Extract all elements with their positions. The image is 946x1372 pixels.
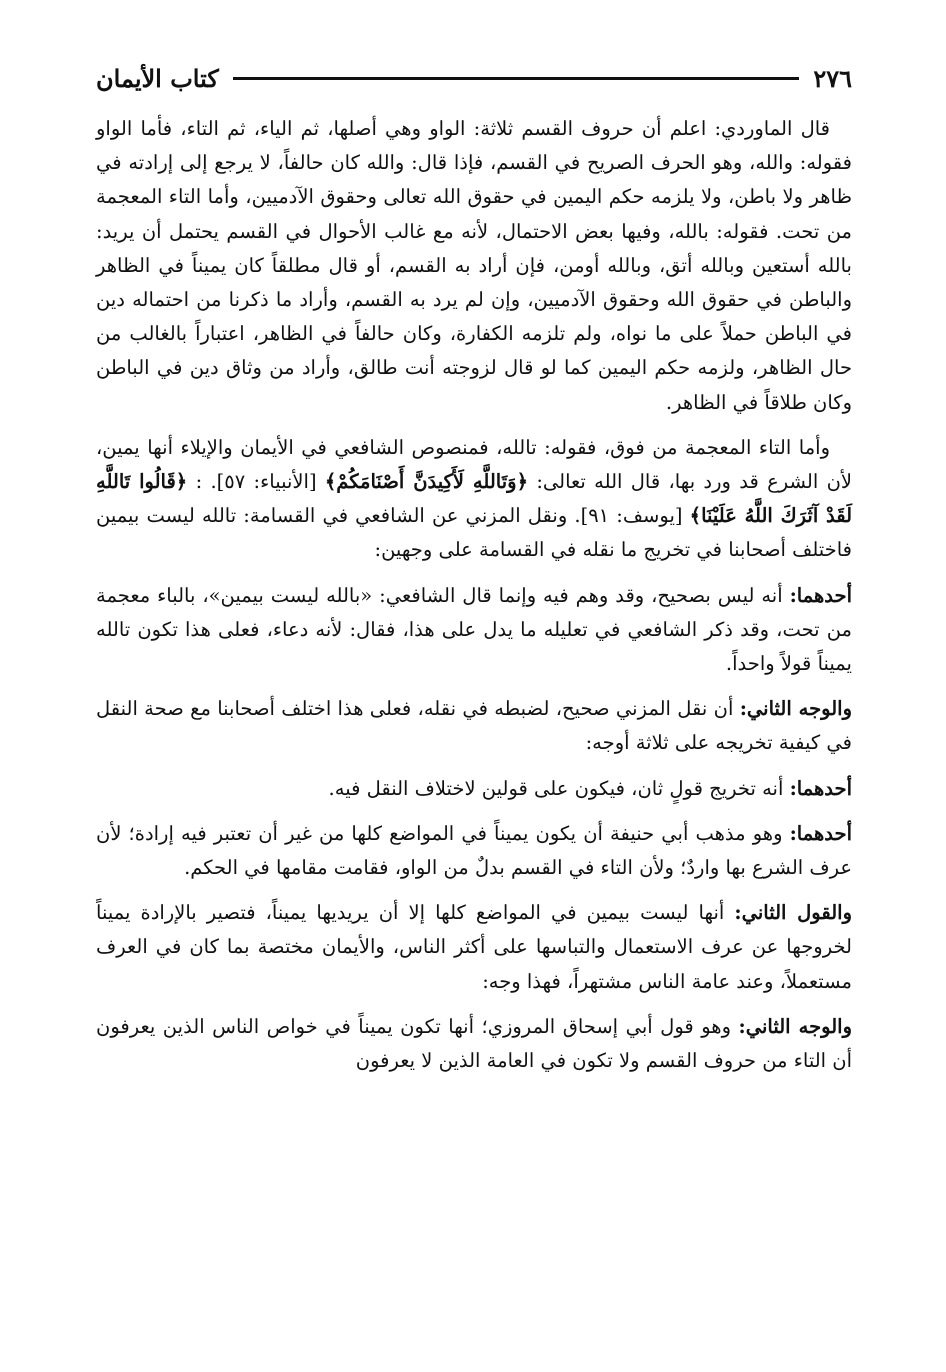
paragraph-label: أحدهما: — [789, 821, 852, 845]
paragraph-6 — [96, 817, 852, 885]
paragraph-text: أنها ليست بيمين في المواضع كلها إلا أن يريديها يميناً، فتصير بالإرادة يميناً لخروجها عن عرف الاستعمال والتباسها على أكثر الناس، والأيمان مختصة بما كان في العرف مستعملاً، وعند عامة الناس مشتهراً، فهذا وجه: — [96, 901, 852, 993]
paragraph-text: وأما التاء المعجمة من فوق، فقوله: تالله، فمنصوص الشافعي في الأيمان والإيلاء أنها يمين، لأن الشرع قد ورد بها، قال الله تعالى: — [96, 435, 853, 494]
body-text — [96, 112, 852, 1089]
paragraph-text: أنه ليس بصحيح، وقد وهم فيه وإنما قال الشافعي: «بالله ليست بيمين»، بالباء معجمة من تحت، وقد ذكر الشافعي في تعليله ما يدل على هذا، فقال: لأنه دعاء، فعلى هذا تكون تالله يميناً قولاً واحداً. — [96, 583, 852, 676]
paragraph-label: والوجه الثاني: — [739, 697, 853, 721]
paragraph-text: أن نقل المزني صحيح، لضبطه في نقله، فعلى هذا اختلف أصحابنا مع صحة النقل في كيفية تخريجه على ثلاثة أوجه: — [96, 697, 852, 755]
quran-verse: ﴿قَالُوا تَاللَّهِ لَقَدْ آثَرَكَ اللَّهُ عَلَيْنَا﴾ — [96, 470, 853, 528]
paragraph-2 — [96, 431, 852, 568]
verse-reference: [يوسف: ٩١]. — [574, 504, 683, 528]
paragraph-text: وهو مذهب أبي حنيفة أن يكون يميناً في المواضع كلها من غير أن تعتبر فيه إرادة؛ لأن عرف الشرع بها واردٌ؛ ولأن التاء في القسم بدلٌ من الواو، فقامت مقامها في الحكم. — [96, 821, 852, 880]
paragraph-5 — [96, 772, 852, 806]
paragraph-label: أحدهما: — [789, 776, 852, 800]
header-rule — [233, 77, 800, 80]
paragraph-text: ونقل المزني عن الشافعي في القسامة: تالله ليست بيمين فاختلف أصحابنا في تخريج ما نقله في القسامة على وجهين: — [96, 504, 852, 562]
book-title: كتاب الأيمان — [96, 63, 219, 93]
paragraph-8 — [96, 1010, 852, 1078]
paragraph-4 — [96, 692, 852, 760]
paragraph-label: أحدهما: — [789, 583, 852, 607]
paragraph-7 — [96, 896, 852, 999]
paragraph-text: قال الماوردي: اعلم أن حروف القسم ثلاثة: الواو وهي أصلها، ثم الياء، ثم التاء، فأما الواو فقوله: والله، وهو الحرف الصريح في القسم، فإذا قال: والله كان حالفاً، لا يرجع إلى إرادته في ظاهر ولا باطن، ولا يلزمه حكم اليمين في حقوق الله تعالى وحقوق الآدميين، وأما التاء المعجمة من تحت. فقوله: بالله، وفيها بعض الاحتمال، لأنه مع غالب الأحوال في القسم يحتمل أن يريد: بالله أستعين وبالله أتق، وبالله أومن، فإن أراد به القسم، أو قال مطلقاً كان يميناً في الظاهر والباطن في حقوق الله وحقوق الآدميين، وإن لم يرد به القسم، وأراد ما ذكرنا من احتماله دين في الباطن حملاً على ما نواه، ولم تلزمه الكفارة، وكان حالفاً في الظاهر، اعتباراً بالغالب من حال الظاهر، ولزمه حكم اليمين كما لو قال لزوجته أنت طالق، وأراد من وثاق دين في الباطن وكان طلاقاً في الظاهر. — [96, 117, 852, 414]
paragraph-label: والوجه الثاني: — [738, 1014, 852, 1038]
quran-verse: ﴿وَتَاللَّهِ لَأَكِيدَنَّ أَصْنَامَكُمْ﴾ — [324, 470, 528, 494]
separator: : — [195, 470, 203, 494]
verse-reference: [الأنبياء: ٥٧]. — [210, 470, 317, 494]
page-number: ٢٧٦ — [813, 63, 852, 93]
paragraph-label: والقول الثاني: — [734, 901, 853, 925]
paragraph-text: أنه تخريج قولٍ ثان، فيكون على قولين لاختلاف النقل فيه. — [328, 776, 784, 800]
paragraph-3 — [96, 579, 852, 682]
paragraph-1 — [96, 112, 852, 420]
paragraph-text: وهو قول أبي إسحاق المروزي؛ أنها تكون يميناً في خواص الناس الذين يعرفون أن التاء من حروف القسم ولا تكون في العامة الذين لا يعرفون — [96, 1014, 852, 1073]
page-header — [96, 58, 852, 98]
